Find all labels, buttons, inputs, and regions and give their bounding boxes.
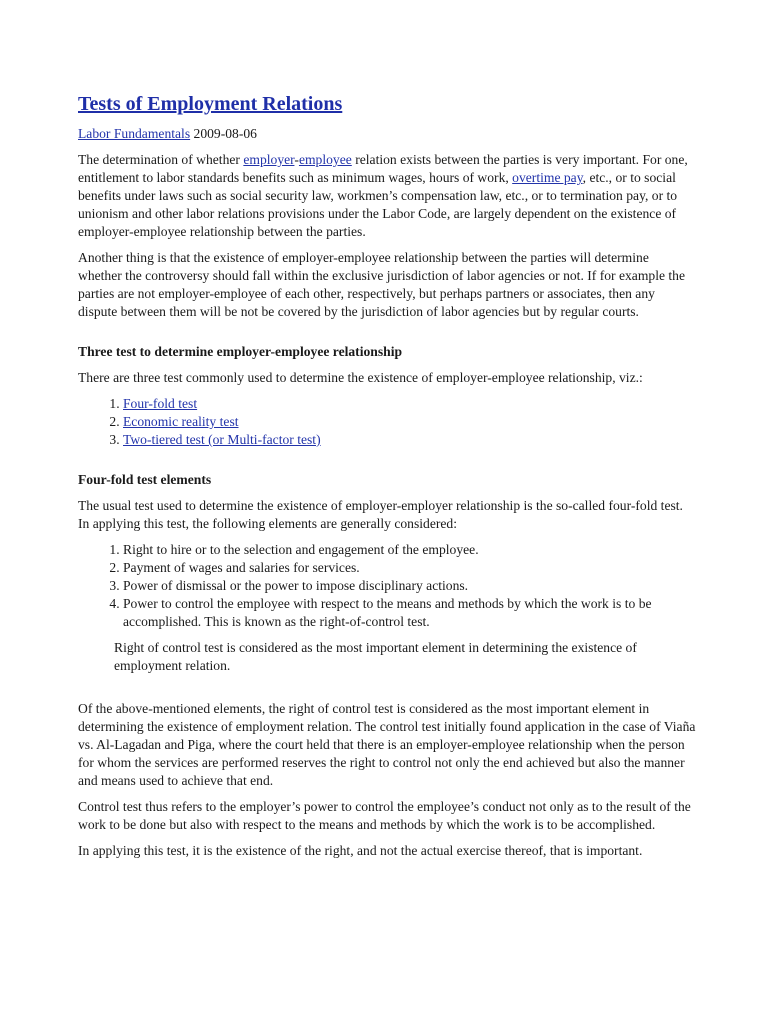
blockquote: Right of control test is considered as the most important element in determining the existence of employment relation. [114,640,637,673]
intro-paragraph [78,151,696,241]
control-test-paragraph: Of the above-mentioned elements, the right of control test is considered as the most important element in determining the existence of employment relation. The control test initially found application in the case of Viaña vs. Al-Lagadan and Piga, where the court held that there is an employer-employee relationship when the person for whom the services are performed reserves the right to control not only the end achieved but also the manner and means used to achieve that end. [78,701,696,788]
employee-link[interactable]: employee [298,152,352,167]
control-test-definition: Control test thus refers to the employer’s power to control the employee’s conduct not only as to the result of the work to be done but also with respect to the means and methods by which the work is to be accomplished. [78,799,691,832]
four-fold-heading: Four-fold test elements [78,472,212,487]
elements-list [78,541,696,631]
list-item: 3. Power of dismissal or the power to impose disciplinary actions. [123,577,696,595]
tests-list [78,395,696,449]
jurisdiction-paragraph: Another thing is that the existence of employer-employee relationship between the parties will determine whether the controversy should fall within the exclusive jurisdiction of labor agencies or not. If for example the parties are not employer-employee of each other, respectively, but perhaps partners or associates, then any dispute between them will be not be covered by the jurisdiction of labor agencies but by regular courts. [78,250,686,319]
economic-reality-test-link[interactable]: Economic reality test [123,414,239,429]
list-item: 4. Power to control the employee with respect to the means and methods by which the work is to be accomplished. This is known as the right-of-control test. [123,595,696,631]
page-title: Tests of Employment Relations [78,93,343,115]
three-test-heading: Three test to determine employer-employee relationship [78,344,403,359]
four-fold-paragraph: The usual test used to determine the existence of employer-employer relationship is the so-called four-fold test. In applying this test, the following elements are generally considered: [78,498,683,531]
list-item: 1. Right to hire or to the selection and engagement of the employee. [123,541,696,559]
intro-text-3: , etc., or to social benefits under laws such as social security law, workmen’s compensation law, etc., or to termination pay, or to unionism and other labor relations provisions under the Labor Code, are largely dependent on the existence of employer-employee relationship between the parties. [78,170,678,239]
intro-text-1: The determination of whether [78,152,244,167]
list-item [123,413,696,431]
article [78,91,696,860]
article-meta [78,125,696,143]
list-item [123,431,696,449]
list-item [123,395,696,413]
right-existence-paragraph: In applying this test, it is the existence of the right, and not the actual exercise thereof, that is important. [78,843,643,858]
intro-text-2: relation exists between the parties is very important. For one, entitlement to labor standards benefits such as minimum wages, hours of work, [78,152,688,185]
intro-dash: - [294,152,299,167]
publish-date: 2009-08-06 [193,126,257,141]
two-tiered-test-link[interactable]: Two-tiered test (or Multi-factor test) [123,432,321,447]
overtime-pay-link[interactable]: overtime pay [512,170,583,185]
employer-link[interactable]: employer [243,152,295,167]
list-item: 2. Payment of wages and salaries for services. [123,559,696,577]
category-link[interactable]: Labor Fundamentals [78,126,191,141]
three-test-paragraph: There are three test commonly used to determine the existence of employer-employee relationship, viz.: [78,370,643,385]
four-fold-test-link[interactable]: Four-fold test [123,396,198,411]
